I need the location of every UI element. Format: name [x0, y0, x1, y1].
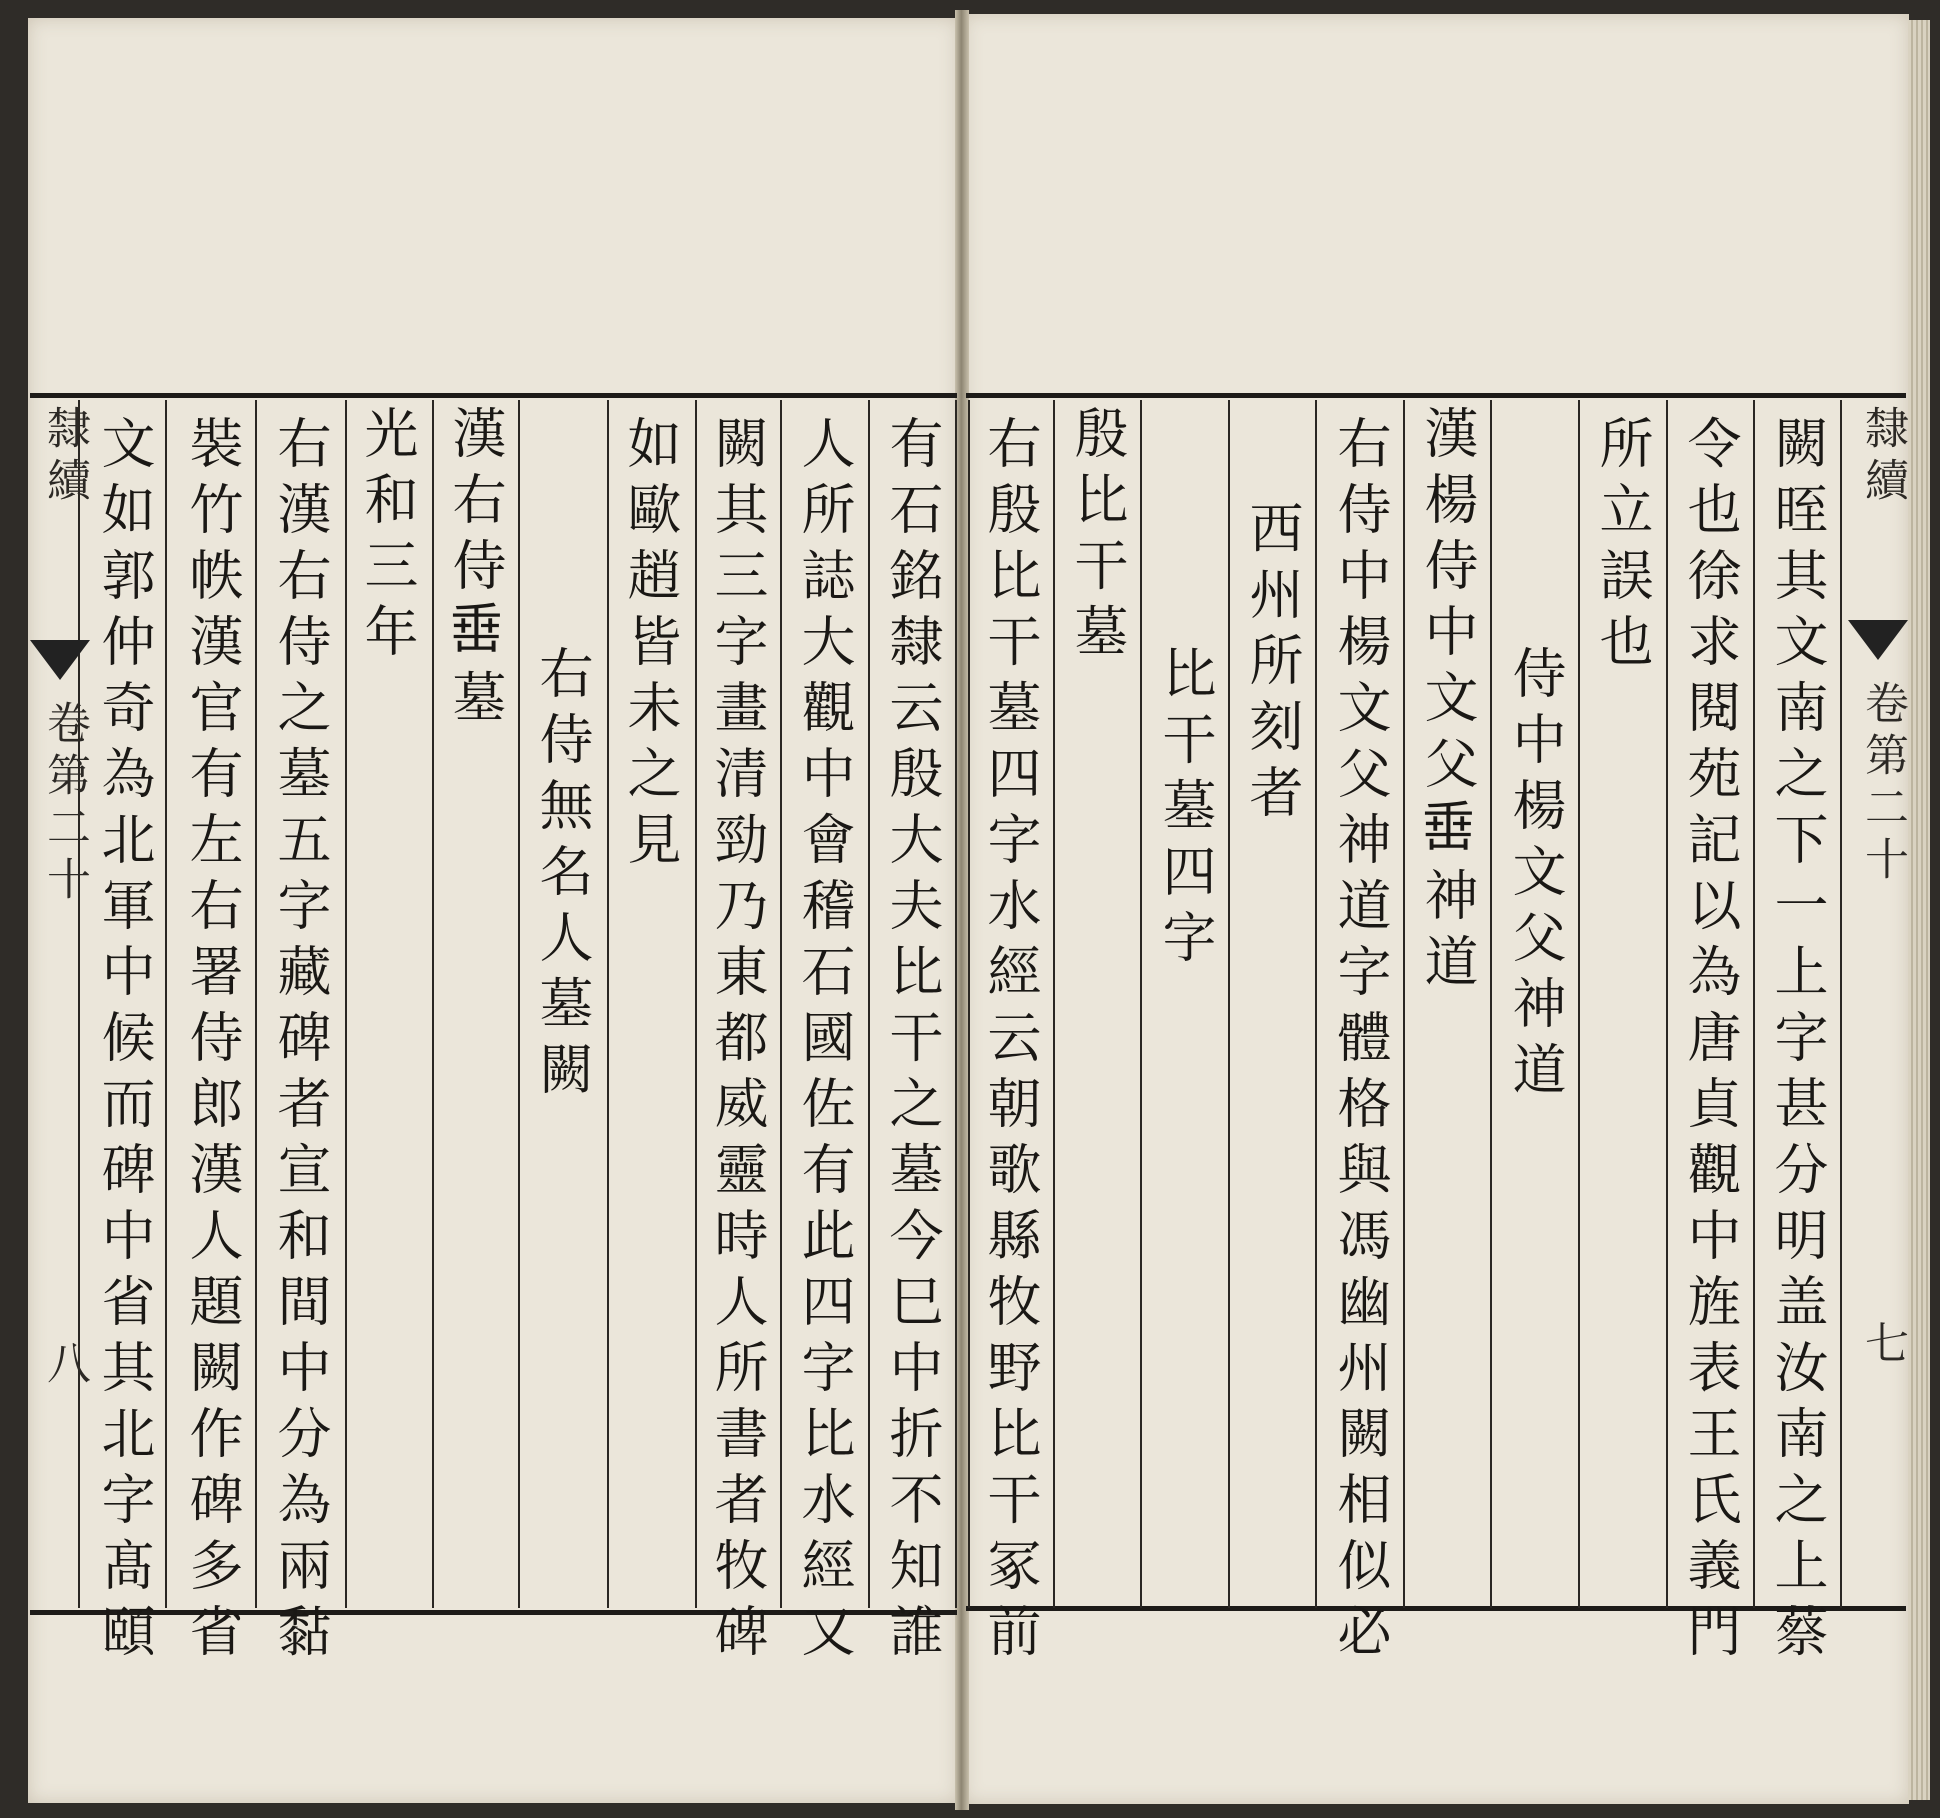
- margin-title-right: 隸續: [1857, 405, 1908, 509]
- right-col-divider: [1140, 400, 1142, 1608]
- left-col-divider: [780, 400, 782, 1608]
- text-column: 所立誤也: [1591, 415, 1654, 679]
- page-edges: [1908, 20, 1930, 1800]
- right-col-divider: [1490, 400, 1492, 1608]
- right-top-rule: [966, 393, 1906, 398]
- right-col-divider: [1840, 400, 1842, 1608]
- right-frame-left: [968, 400, 970, 1608]
- right-col-divider: [1315, 400, 1317, 1608]
- margin-title-left: 隸續: [39, 405, 90, 509]
- margin-volume-right: 卷第二十: [1857, 680, 1908, 888]
- text-column: 西州所刻者: [1241, 500, 1304, 830]
- right-col-divider: [1753, 400, 1755, 1608]
- left-col-divider: [255, 400, 257, 1608]
- left-col-divider: [345, 400, 347, 1608]
- text-column: 如歐趙皆未之見: [619, 415, 682, 877]
- book-spine: [955, 10, 969, 1810]
- right-col-divider: [1053, 400, 1055, 1608]
- right-col-divider: [1578, 400, 1580, 1608]
- left-frame-right: [955, 400, 957, 1608]
- text-column: 闕晊其文南之下一上字甚分明盖汝南之上蔡: [1766, 415, 1829, 1669]
- text-column: 侍中楊文父神道: [1504, 645, 1567, 1107]
- text-column: 比干墓四字: [1154, 645, 1217, 975]
- text-column: 右侍中楊文父神道字體格與馮幽州闕相似必: [1329, 415, 1392, 1669]
- left-col-divider: [868, 400, 870, 1608]
- fishtail-mark: [1848, 620, 1908, 660]
- left-col-divider: [518, 400, 520, 1608]
- right-col-divider: [1228, 400, 1230, 1608]
- text-column: 殷比干墓: [1066, 405, 1129, 669]
- left-col-divider: [78, 400, 80, 1608]
- margin-folio-left: 八: [39, 1340, 90, 1392]
- text-column: 闕其三字畫清勁乃東都威靈時人所書者牧碑: [706, 415, 769, 1669]
- left-col-divider: [432, 400, 434, 1608]
- text-column: 文如郭仲奇為北軍中候而碑中省其北字髙頤: [93, 415, 156, 1669]
- margin-volume-left: 卷第二十: [39, 700, 90, 908]
- text-column: 光和三年: [356, 405, 419, 669]
- right-col-divider: [1403, 400, 1405, 1608]
- fishtail-mark: [30, 640, 90, 680]
- text-column: 漢楊侍中文父𡸁神道: [1416, 405, 1479, 999]
- left-col-divider: [607, 400, 609, 1608]
- text-column: 令也徐求閱苑記以為唐貞觀中旌表王氏義門: [1679, 415, 1742, 1669]
- text-column: 右殷比干墓四字水經云朝歌縣牧野比干冢前: [979, 415, 1042, 1669]
- text-column: 有石銘隸云殷大夫比干之墓今巳中折不知誰: [881, 415, 944, 1669]
- left-col-divider: [165, 400, 167, 1608]
- text-column: 右漢右侍之墓五字藏碑者宣和間中分為兩黏: [269, 415, 332, 1669]
- text-column: 裝竹帙漢官有左右署侍郎漢人題闕作碑多省: [181, 415, 244, 1669]
- left-col-divider: [695, 400, 697, 1608]
- left-top-rule: [30, 393, 957, 398]
- text-column: 漢右侍𡸁墓: [444, 405, 507, 735]
- margin-folio-right: 七: [1857, 1320, 1908, 1372]
- text-column: 人所誌大觀中會稽石國佐有此四字比水經又: [793, 415, 856, 1669]
- text-column: 右侍無名人墓闕: [531, 645, 594, 1107]
- right-col-divider: [1666, 400, 1668, 1608]
